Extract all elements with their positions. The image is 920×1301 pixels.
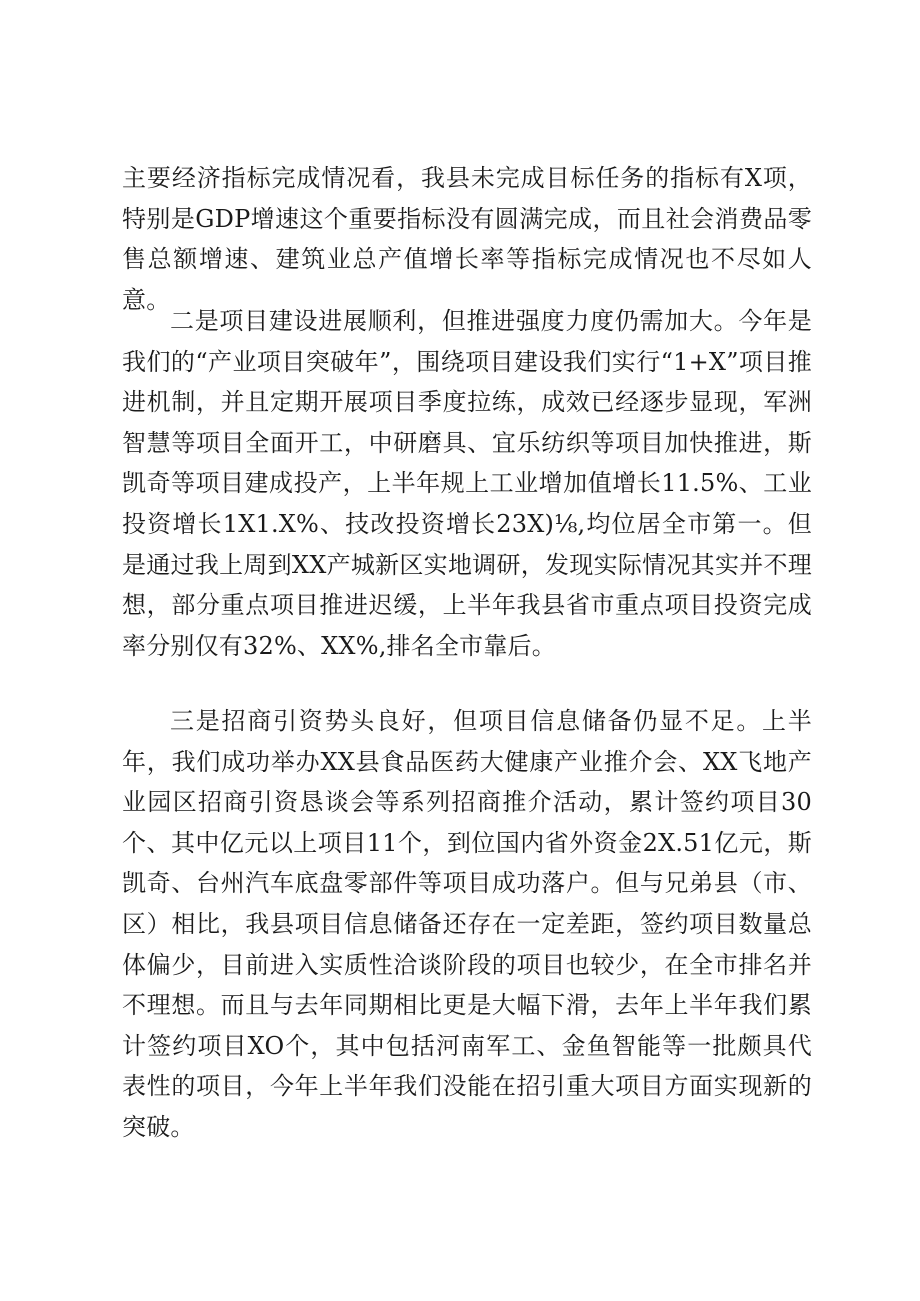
paragraph-investment-promotion: 三是招商引资势头良好，但项目信息储备仍显不足。上半年，我们成功举办XX县食品医药大健康产业推介会、XX飞地产业园区招商引资恳谈会等系列招商推介活动，累计签约项目30个、其中亿元以上项目11个，到位国内省外资金2X.51亿元，斯凯奇、台州汽车底盘零部件等项目成功落户。但与兄弟县（市、区）相比，我县项目信息储备还存在一定差距，签约项目数量总体偏少，目前进入实质性洽谈阶段的项目也较少，在全市排名并不理想。而且与去年同期相比更是大幅下滑，去年上半年我们累计签约项目XO个，其中包括河南军工、金鱼智能等一批颇具代表性的项目，今年上半年我们没能在招引重大项目方面实现新的突破。 — [122, 707, 812, 1141]
paragraph-project-construction: 二是项目建设进展顺利，但推进强度力度仍需加大。今年是我们的“产业项目突破年”，围绕项目建设我们实行“1+X”项目推进机制，并且定期开展项目季度拉练，成效已经逐步显现，军洲智慧等项目全面开工，中研磨具、宜乐纺织等项目加快推进，斯凯奇等项目建成投产，上半年规上工业增加值增长11.5%、工业投资增长1X1.X%、技改投资增长23X)⅛,均位居全市第一。但是通过我上周到XX产城新区实地调研，发现实际情况其实并不理想，部分重点项目推进迟缓，上半年我县省市重点项目投资完成率分别仅有32%、XX%,排名全市靠后。 — [122, 307, 812, 660]
paragraph-economic-indicators: 主要经济指标完成情况看，我县未完成目标任务的指标有X项，特别是GDP增速这个重要指标没有圆满完成，而且社会消费品零售总额增速、建筑业总产值增长率等指标完成情况也不尽如人意。 — [122, 164, 812, 314]
